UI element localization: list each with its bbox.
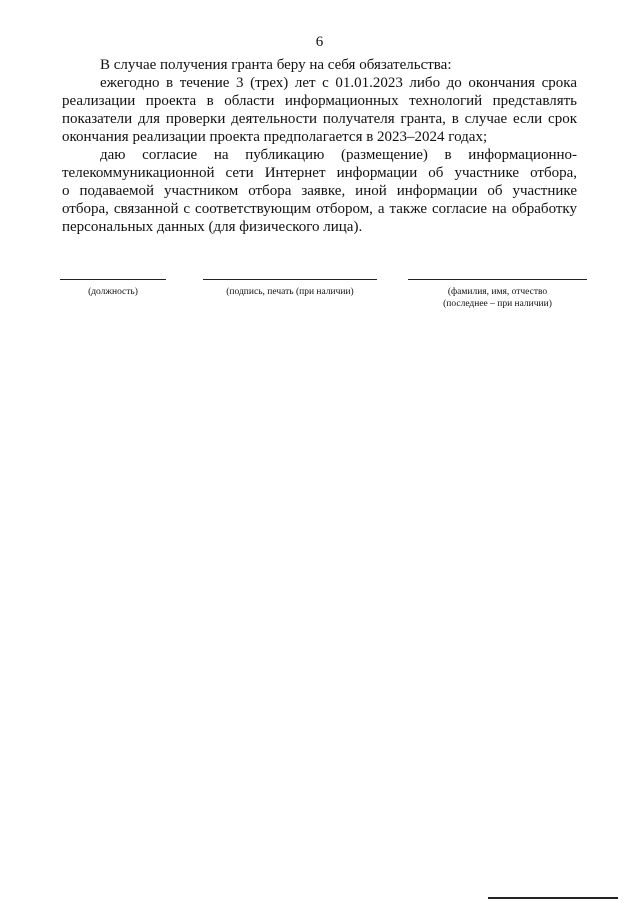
position-field: [60, 279, 166, 298]
text-line: телекоммуникационной сети Интернет информации об участнике отбора,: [62, 165, 577, 181]
commitment-text: [62, 56, 577, 236]
full-name-caption-line: (последнее – при наличии): [443, 299, 552, 309]
text-line: показатели для проверки деятельности получателя гранта, в случае если срок: [62, 111, 577, 127]
position-caption: (должность): [88, 287, 138, 297]
commitment-intro: В случае получения гранта беру на себя обязательства:: [100, 57, 452, 73]
full-name-caption: [408, 286, 587, 310]
signature-line: [203, 279, 377, 280]
text-line: о подаваемой участником отбора заявке, иной информации об участнике: [62, 183, 577, 199]
commitment-item-consent: [62, 146, 577, 236]
text-line: персональных данных (для физического лица).: [62, 219, 363, 235]
text-line: отбора, связанной с соответствующим отбором, а также согласие на обработку: [62, 201, 577, 217]
text-line: ежегодно в течение 3 (трех) лет с 01.01.2023 либо до окончания срока: [100, 75, 577, 91]
signature-block: [0, 279, 639, 319]
full-name-line: [408, 279, 587, 280]
page-number: 6: [315, 34, 324, 50]
text-line: реализации проекта в области информационных технологий представлять: [62, 93, 577, 109]
signature-field: [203, 279, 377, 298]
text-line: окончания реализации проекта предполагается в 2023–2024 годах;: [62, 129, 488, 145]
signature-caption: (подпись, печать (при наличии): [226, 287, 354, 297]
full-name-caption-line: (фамилия, имя, отчество: [447, 287, 548, 297]
text-line: даю согласие на публикацию (размещение) в информационно-: [100, 147, 577, 163]
commitment-item-reporting: [62, 74, 577, 146]
full-name-field: [408, 279, 587, 310]
footer-rule: [488, 897, 618, 899]
position-line: [60, 279, 166, 280]
